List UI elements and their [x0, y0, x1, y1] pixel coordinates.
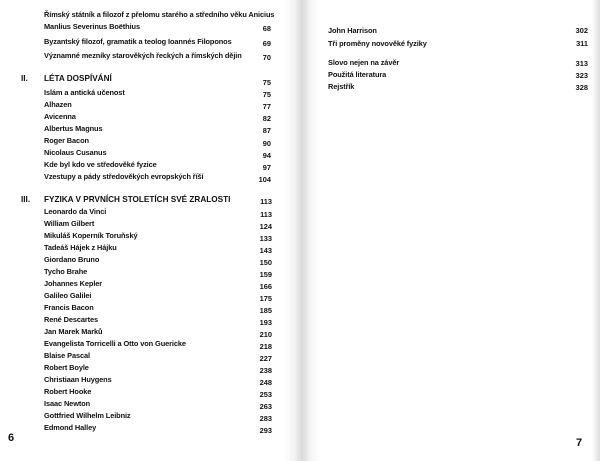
toc-entry-title: Gottfried Wilhelm Leibniz: [44, 411, 131, 420]
toc-entry-title: Použitá literatura: [328, 70, 387, 79]
toc-entry-title: Nicolaus Cusanus: [44, 148, 107, 157]
toc-entry-title: Robert Boyle: [44, 363, 89, 372]
toc-entry-page: 293: [259, 426, 272, 435]
page-edge-shadow: [592, 0, 600, 461]
toc-entry-title: René Descartes: [44, 315, 99, 324]
toc-entry-title: Galileo Galilei: [44, 291, 92, 300]
section-heading: FYZIKA V PRVNÍCH STOLETÍCH SVÉ ZRALOSTI: [44, 195, 231, 204]
section-numeral: II.: [21, 74, 28, 83]
toc-entry-title: John Harrison: [328, 26, 377, 35]
toc-entry-page: 328: [575, 83, 588, 92]
toc-entry-title: Mikuláš Koperník Toruňský: [44, 231, 138, 240]
toc-entry-title: Kde byl kdo ve středověké fyzice: [44, 160, 157, 169]
toc-entry-page: 166: [259, 282, 272, 291]
toc-entry-title: Manlius Severinus Boëthius: [44, 22, 140, 31]
toc-entry-title: Islám a antická učenost: [44, 88, 125, 97]
toc-entry-page: 175: [259, 294, 272, 303]
toc-entry-page: 104: [258, 175, 271, 184]
toc-entry-page: 94: [262, 151, 271, 160]
toc-entry-title: Tři proměny novověké fyziky: [328, 39, 427, 48]
section-numeral: III.: [21, 195, 31, 204]
toc-entry-title: Leonardo da Vinci: [44, 207, 107, 216]
toc-entry-page: 313: [575, 59, 588, 68]
book-gutter: [284, 0, 320, 461]
toc-entry-page: 87: [262, 126, 271, 135]
toc-entry-page: 311: [576, 39, 588, 48]
toc-entry-title: Alhazen: [44, 100, 72, 109]
toc-entry-page: 238: [259, 366, 272, 375]
toc-entry-page: 218: [259, 342, 272, 351]
page-number-left: 6: [8, 432, 15, 444]
toc-entry-title: Tycho Brahe: [44, 267, 88, 276]
toc-entry-title: Římský státník a filozof z přelomu starého a středního věku Anicius: [44, 10, 275, 19]
toc-entry-title: Francis Bacon: [44, 303, 94, 312]
toc-entry-page: 193: [259, 318, 272, 327]
toc-entry-page: 302: [575, 26, 588, 35]
toc-entry-page: 143: [259, 246, 272, 255]
toc-entry-title: Tadeáš Hájek z Hájku: [44, 243, 117, 252]
toc-entry-page: 90: [262, 139, 271, 148]
toc-entry-page: 185: [259, 306, 272, 315]
toc-entry-page: 133: [259, 234, 272, 243]
toc-entry-page: 283: [259, 414, 272, 423]
toc-entry-title: Robert Hooke: [44, 387, 92, 396]
toc-entry-page: 253: [259, 390, 272, 399]
toc-entry-page: 227: [259, 354, 272, 363]
toc-entry-page: 82: [262, 114, 271, 123]
toc-entry-title: Vzestupy a pády středověkých evropských říší: [44, 172, 204, 181]
toc-entry-title: Roger Bacon: [44, 136, 89, 145]
toc-entry-page: 124: [259, 222, 272, 231]
toc-entry-page: 159: [259, 270, 272, 279]
toc-entry-title: Avicenna: [44, 112, 76, 121]
toc-entry-title: Významné mezníky starověkých řeckých a římských dějin: [44, 51, 242, 60]
section-page: 113: [260, 197, 272, 206]
toc-entry-title: Evangelista Torricelli a Otto von Guericke: [44, 339, 186, 348]
toc-entry-page: 77: [262, 102, 271, 111]
toc-entry-title: William Gilbert: [44, 219, 95, 228]
toc-entry-page: 69: [262, 39, 271, 48]
toc-entry-title: Johannes Kepler: [44, 279, 103, 288]
toc-entry-title: Byzantský filozof, gramatik a teolog Ioannés Filoponos: [44, 37, 232, 46]
toc-entry-page: 263: [259, 402, 272, 411]
page-number-right: 7: [576, 437, 583, 449]
toc-entry-title: Isaac Newton: [44, 399, 91, 408]
toc-entry-page: 70: [262, 53, 271, 62]
section-heading: LÉTA DOSPÍVÁNÍ: [44, 74, 112, 83]
toc-entry-page: 210: [259, 330, 272, 339]
toc-entry-page: 75: [262, 90, 271, 99]
toc-entry-title: Blaise Pascal: [44, 351, 90, 360]
section-page: 75: [262, 78, 271, 87]
toc-entry-page: 68: [262, 24, 271, 33]
toc-entry-title: Albertus Magnus: [44, 124, 103, 133]
toc-entry-page: 248: [259, 378, 272, 387]
toc-entry-page: 323: [575, 71, 588, 80]
toc-entry-title: Slovo nejen na závěr: [328, 58, 400, 67]
toc-entry-page: 150: [259, 258, 272, 267]
toc-entry-page: 97: [262, 163, 271, 172]
toc-entry-title: Edmond Halley: [44, 423, 97, 432]
toc-entry-title: Giordano Bruno: [44, 255, 100, 264]
toc-entry-title: Rejstřík: [328, 82, 355, 91]
toc-entry-title: Jan Marek Marků: [44, 327, 103, 336]
toc-entry-page: 113: [260, 210, 272, 219]
toc-entry-title: Christiaan Huygens: [44, 375, 112, 384]
